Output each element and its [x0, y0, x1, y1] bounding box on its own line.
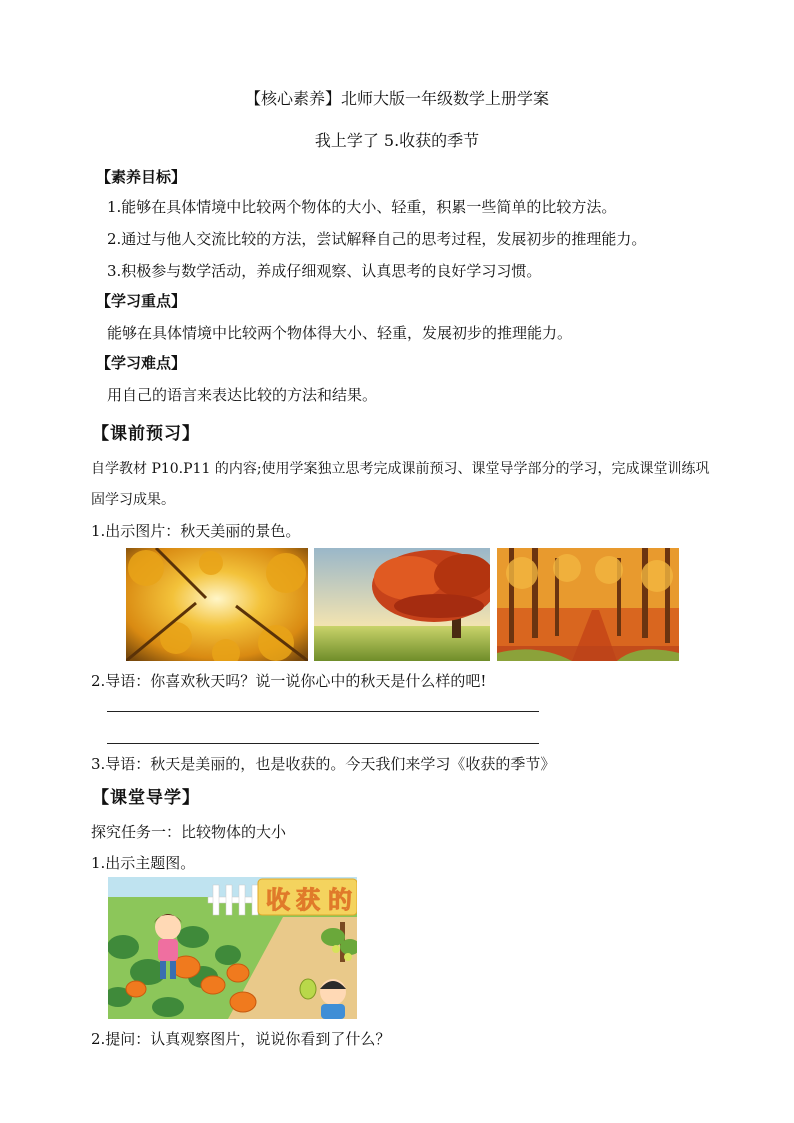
key-points-text: 能够在具体情境中比较两个物体得大小、轻重，发展初步的推理能力。	[107, 324, 573, 342]
answer-line-2[interactable]	[107, 743, 539, 744]
difficulty-text: 用自己的语言来表达比较的方法和结果。	[107, 386, 378, 404]
task1-label: 探究任务一：比较物体的大小	[91, 823, 287, 841]
banner-char-2: 获	[296, 886, 320, 914]
document-title: 【核心素养】北师大版一年级数学上册学案	[244, 89, 549, 108]
classroom-item-1: 1.出示主题图。	[91, 854, 196, 872]
goal-item-2: 2.通过与他人交流比较的方法，尝试解释自己的思考过程，发展初步的推理能力。	[107, 230, 647, 248]
lesson-subtitle: 我上学了 5.收获的季节	[314, 131, 480, 150]
key-points-heading: 【学习重点】	[96, 292, 187, 310]
preview-item-1: 1.出示图片：秋天美丽的景色。	[91, 522, 301, 540]
answer-line-1[interactable]	[107, 711, 539, 712]
classroom-item-2: 2.提问：认真观察图片，说说你看到了什么？	[91, 1030, 391, 1048]
preview-intro-line2: 固学习成果。	[91, 492, 175, 508]
preview-heading: 【课前预习】	[92, 424, 200, 444]
goal-item-3: 3.积极参与数学活动，养成仔细观察、认真思考的良好学习习惯。	[107, 262, 542, 280]
preview-item-2: 2.导语：你喜欢秋天吗？说一说你心中的秋天是什么样的吧!	[91, 672, 487, 690]
goals-heading: 【素养目标】	[96, 168, 187, 186]
preview-intro-line1: 自学教材 P10.P11 的内容;使用学案独立思考完成课前预习、课堂导学部分的学习，完成课堂训练巩	[91, 461, 710, 477]
classroom-heading: 【课堂导学】	[92, 788, 200, 808]
harvest-scene-image	[108, 877, 357, 1019]
autumn-tree-photo	[314, 548, 490, 661]
difficulty-heading: 【学习难点】	[96, 354, 187, 372]
banner-char-3: 的	[328, 886, 352, 914]
autumn-leaves-photo	[126, 548, 308, 661]
autumn-tree-image	[314, 548, 490, 661]
preview-item-3: 3.导语：秋天是美丽的，也是收获的。今天我们来学习《收获的季节》	[91, 755, 556, 773]
harvest-theme-picture	[108, 877, 357, 1019]
autumn-forest-path-photo	[497, 548, 679, 661]
banner-char-1: 收	[266, 886, 290, 914]
autumn-forest-image	[497, 548, 679, 661]
goal-item-1: 1.能够在具体情境中比较两个物体的大小、轻重，积累一些简单的比较方法。	[107, 198, 617, 216]
autumn-leaves-image	[126, 548, 308, 661]
